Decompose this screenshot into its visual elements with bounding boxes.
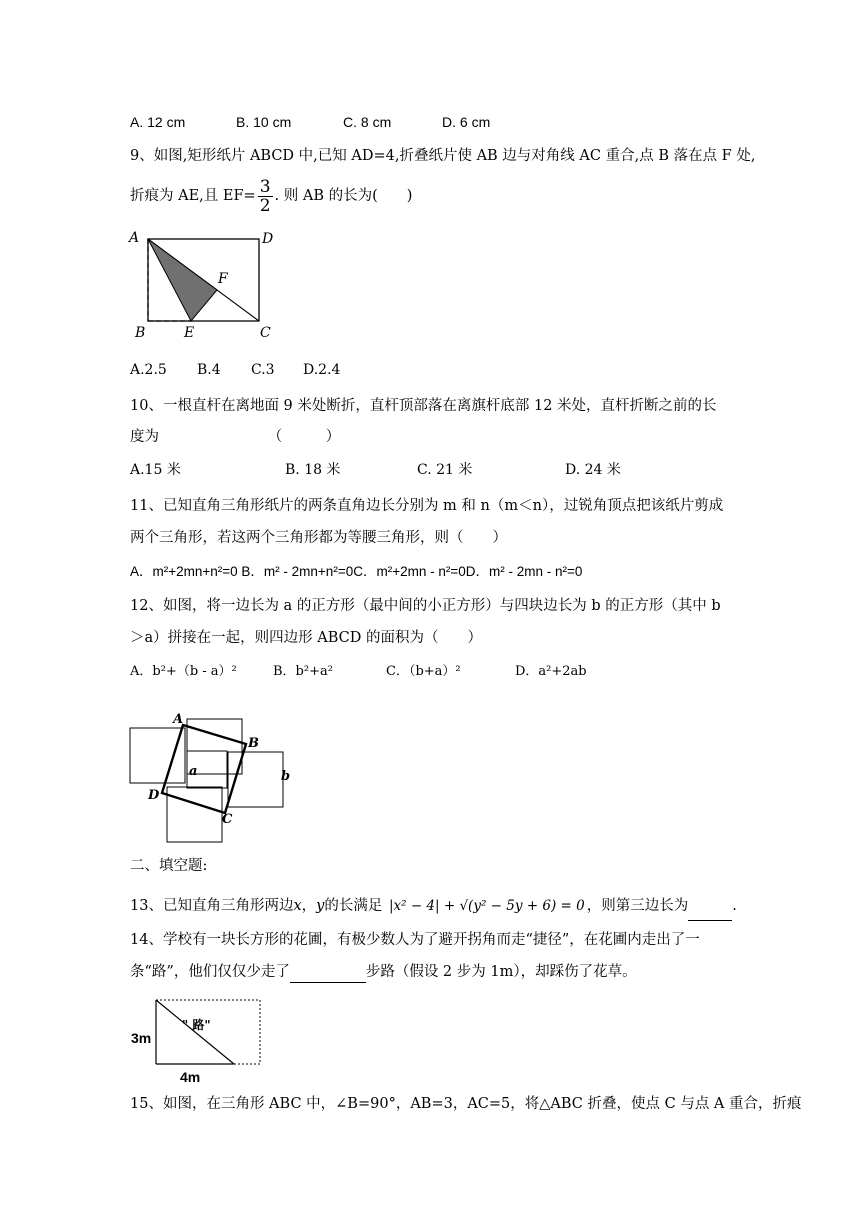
- q11-options: A．m²+2mn+n²=0 B．m² - 2mn+n²=0C．m²+2mn - n²=0D．m² - 2mn - n²=0: [130, 564, 583, 579]
- label-c: C: [260, 325, 271, 341]
- shortcut-path: [156, 1000, 234, 1064]
- q10-option-c: C. 21 米: [417, 462, 473, 478]
- q10-line1: 10、一根直杆在离地面 9 米处断折，直杆顶部落在离旗杆底部 12 米处，直杆折断之前的长: [130, 398, 717, 414]
- q14-line2-b: 步路（假设 2 步为 1m），却踩伤了花草。: [365, 964, 637, 980]
- shaded-triangle-aef: [148, 239, 217, 321]
- q8-option-b: B. 10 cm: [236, 114, 292, 130]
- q12-option-c: C．（b+a）²: [386, 664, 461, 679]
- q10-option-d: D. 24 米: [565, 462, 621, 478]
- q11-line1: 11、已知直角三角形纸片的两条直角边长分别为 m 和 n（m＜n），过锐角顶点把该纸片剪成: [130, 498, 724, 514]
- label-c: C: [222, 812, 233, 827]
- q12-option-b: B．b²+a²: [273, 664, 333, 679]
- q13-suffix: ，则第三边长为: [586, 898, 689, 914]
- label-4m: 4m: [180, 1069, 201, 1085]
- q13-var-x: x: [293, 898, 302, 914]
- q13-formula: |x² − 4| + √(y² − 5y + 6) = 0: [388, 898, 585, 914]
- label-b: B: [135, 325, 146, 341]
- q14-answer-blank[interactable]: [290, 962, 366, 983]
- q12-line1: 12、如图，将一边长为 a 的正方形（最中间的小正方形）与四块边长为 b 的正方形（其中 b: [130, 598, 721, 614]
- q10-option-a: A.15 米: [130, 462, 181, 478]
- q9-figure: [125, 225, 285, 345]
- q11-line2: 两个三角形，若这两个三角形都为等腰三角形，则（ ）: [130, 530, 507, 546]
- square-left: [130, 728, 185, 783]
- q13-answer-blank[interactable]: [688, 892, 732, 921]
- q14-line1: 14、学校有一块长方形的花圃，有极少数人为了避开拐角而走“捷径”，在花圃内走出了一: [130, 932, 700, 948]
- q9-line1: 9、如图,矩形纸片 ABCD 中,已知 AD=4,折叠纸片使 AB 边与对角线 AC 重合,点 B 落在点 F 处,: [130, 148, 756, 164]
- fraction-numerator: 3: [259, 176, 271, 197]
- q8-option-a: A. 12 cm: [130, 114, 186, 130]
- q9-option-d: D.2.4: [303, 362, 341, 378]
- flowerbed-rectangle-dashed: [156, 1000, 260, 1064]
- fraction: [258, 178, 273, 215]
- q12-line2: ＞a）拼接在一起，则四边形 ABCD 的面积为（ ）: [130, 630, 482, 646]
- q13-end: .: [732, 898, 737, 914]
- section-title: 二、填空题:: [130, 858, 208, 874]
- fraction-denominator: 2: [259, 195, 271, 216]
- q14-line2-a: 条“路”，他们仅仅少走了: [130, 964, 290, 980]
- q13-sep: ，: [301, 898, 317, 914]
- label-d: D: [262, 231, 274, 247]
- label-b: B: [248, 736, 259, 751]
- q9-option-b: B.4: [197, 362, 221, 378]
- label-a: A: [129, 230, 140, 246]
- q12-option-a: A．b²+（b - a）²: [130, 664, 237, 679]
- q15-line1: 15、如图，在三角形 ABC 中，∠B=90°，AB=3，AC=5，将△ABC 折叠，使点 C 与点 A 重合，折痕: [130, 1096, 802, 1112]
- label-side-a: a: [189, 764, 198, 779]
- q9-option-c: C.3: [251, 362, 275, 378]
- q10-option-b: B. 18 米: [285, 462, 341, 478]
- q8-option-c: C. 8 cm: [343, 114, 392, 130]
- q13-line: [130, 892, 737, 921]
- q13-middle: 的长满足: [324, 898, 383, 914]
- label-e: E: [184, 325, 195, 341]
- label-side-b: b: [281, 769, 291, 784]
- q14-line2: [130, 962, 637, 983]
- square-bottom: [167, 787, 222, 842]
- label-3m: 3m: [131, 1030, 152, 1046]
- label-a: A: [173, 712, 184, 727]
- q9-option-a: A.2.5: [130, 362, 167, 378]
- q12-figure: [125, 705, 295, 845]
- q9-line2: [130, 176, 412, 216]
- q8-option-d: D. 6 cm: [442, 114, 491, 130]
- q12-option-d: D．a²+2ab: [515, 664, 587, 679]
- quadrilateral-abcd: [162, 725, 246, 813]
- q13-var-y: y: [316, 898, 325, 914]
- q13-prefix: 13、已知直角三角形两边: [130, 898, 294, 914]
- q14-figure: [130, 996, 270, 1086]
- label-f: F: [218, 271, 228, 287]
- q9-line2-b: . 则 AB 的长为( ): [274, 188, 413, 204]
- q10-line2: 度为 （ ）: [130, 429, 341, 445]
- label-road: " 路": [182, 1018, 211, 1032]
- q9-line2-a: 折痕为 AE,且 EF=: [130, 188, 256, 204]
- label-d: D: [148, 788, 160, 803]
